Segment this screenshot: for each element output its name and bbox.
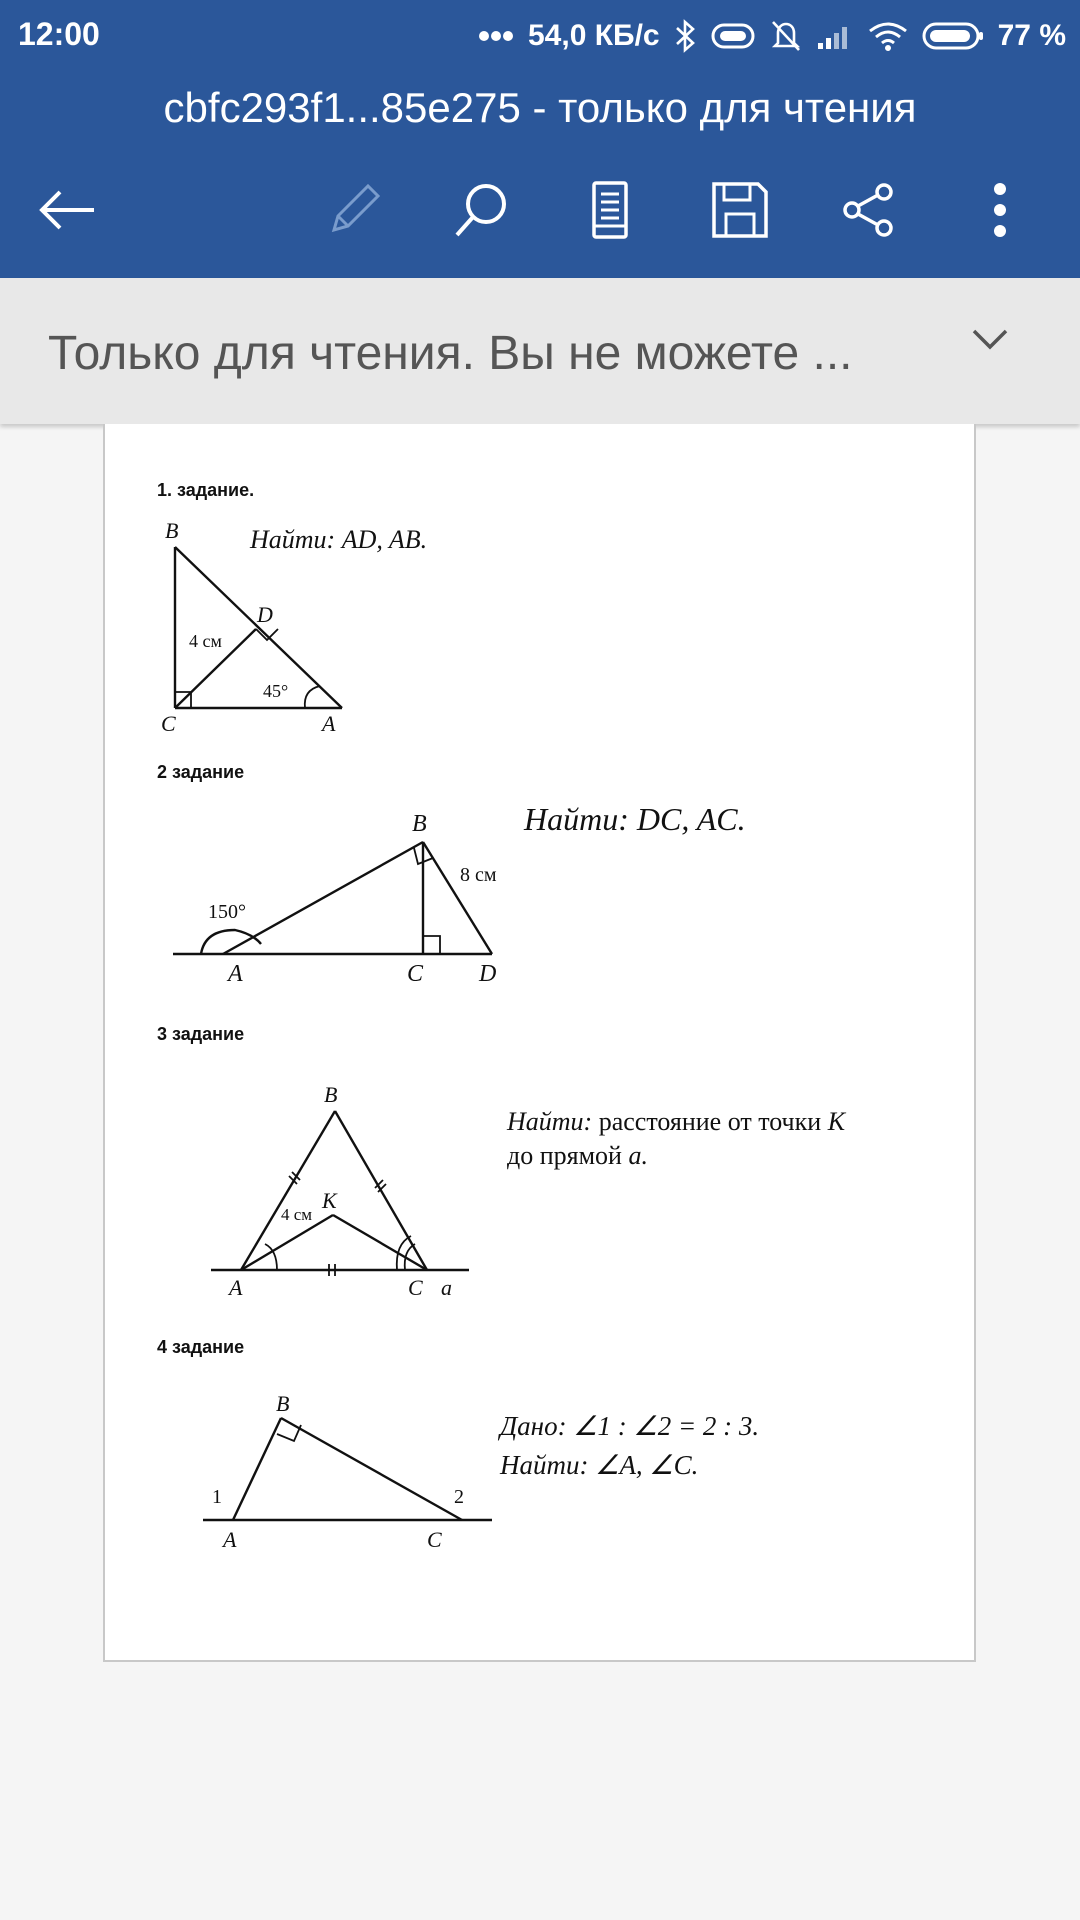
task1-label-c: C [161, 711, 176, 736]
task3-label-c: C [408, 1275, 423, 1300]
task4-label-b: B [276, 1391, 290, 1416]
task3-find-rest: расстояние от точки [592, 1107, 828, 1136]
task4-given: Дано: ∠1 : ∠2 = 2 : 3. [500, 1411, 760, 1441]
task3-find-line2-a: до прямой [507, 1141, 629, 1170]
vibrate-icon [710, 21, 756, 51]
task2-label-a: A [228, 961, 243, 987]
bluetooth-icon [674, 19, 696, 53]
toolbar [0, 170, 1080, 250]
task3-side-label: 4 см [281, 1205, 313, 1224]
edit-pencil-icon [324, 180, 384, 240]
task3-figure [211, 1111, 469, 1276]
task4-figure [203, 1418, 492, 1520]
task3-find-point: K [827, 1107, 846, 1136]
wifi-icon [868, 21, 908, 51]
battery-icon [922, 21, 984, 51]
status-time: 12:00 [18, 16, 100, 52]
task3-heading: 3 задание [157, 1024, 245, 1044]
document-page [103, 424, 976, 1662]
task3-label-a: A [229, 1275, 243, 1300]
read-only-message: Только для чтения. Вы не можете ... [48, 327, 853, 380]
task2-label-c: C [407, 961, 424, 987]
task1-side-label: 4 см [189, 631, 222, 651]
task4-angle-2-label: 2 [454, 1486, 464, 1508]
task3-label-k: K [322, 1188, 337, 1213]
task2-side-label: 8 см [460, 864, 497, 886]
task2-find: Найти: DC, AC. [524, 801, 746, 837]
task2-label-d: D [479, 961, 497, 987]
read-only-banner[interactable] [0, 278, 1080, 424]
task1-label-b: B [165, 518, 179, 543]
document-title: cbfc293f1...85e275 - только для чтения [163, 84, 917, 131]
more-options-button[interactable] [960, 170, 1040, 250]
task2-angle-label: 150° [208, 901, 246, 923]
back-button[interactable] [28, 170, 108, 250]
battery-percent: 77 % [997, 19, 1066, 52]
task3-label-b: B [324, 1082, 338, 1107]
task4-label-a: A [223, 1527, 237, 1552]
network-speed: 54,0 КБ/с [527, 19, 660, 52]
task4-find: Найти: ∠A, ∠C. [500, 1450, 699, 1480]
task1-label-a: A [322, 711, 336, 736]
task4-label-c: C [427, 1527, 442, 1552]
edit-button[interactable] [314, 170, 394, 250]
share-button[interactable] [828, 170, 908, 250]
status-bar [0, 0, 1080, 72]
task3-find-prefix: Найти: [507, 1107, 593, 1136]
mobile-view-icon [588, 180, 632, 240]
task3-find-line2 [507, 1141, 648, 1170]
task4-angle-1-label: 1 [212, 1486, 222, 1508]
task1-find: Найти: AD, AB. [250, 525, 428, 554]
mute-bell-icon [770, 19, 802, 53]
save-button[interactable] [700, 170, 780, 250]
dots-icon [478, 30, 514, 42]
task2-figure [173, 842, 492, 954]
task3-find-line2-b: a. [628, 1141, 648, 1170]
share-icon [838, 180, 898, 240]
task4-heading: 4 задание [157, 1337, 245, 1357]
chevron-down-icon[interactable] [970, 326, 1010, 352]
mobile-view-button[interactable] [570, 170, 650, 250]
document-content [105, 424, 978, 1662]
more-icon [992, 182, 1008, 238]
task3-label-line-a: a [441, 1275, 452, 1300]
search-icon [452, 180, 512, 240]
task3-find-line1 [506, 1107, 847, 1136]
task1-label-d: D [257, 602, 273, 627]
signal-icon [816, 21, 854, 51]
status-icons [478, 14, 1066, 58]
back-arrow-icon [38, 188, 98, 232]
task1-angle-label: 45° [263, 681, 289, 701]
task2-heading: 2 задание [157, 762, 245, 782]
save-icon [710, 180, 770, 240]
app-header [0, 0, 1080, 278]
task2-label-b: B [412, 811, 427, 837]
task1-figure [175, 547, 342, 708]
search-button[interactable] [442, 170, 522, 250]
task1-heading: 1. задание. [157, 480, 255, 500]
